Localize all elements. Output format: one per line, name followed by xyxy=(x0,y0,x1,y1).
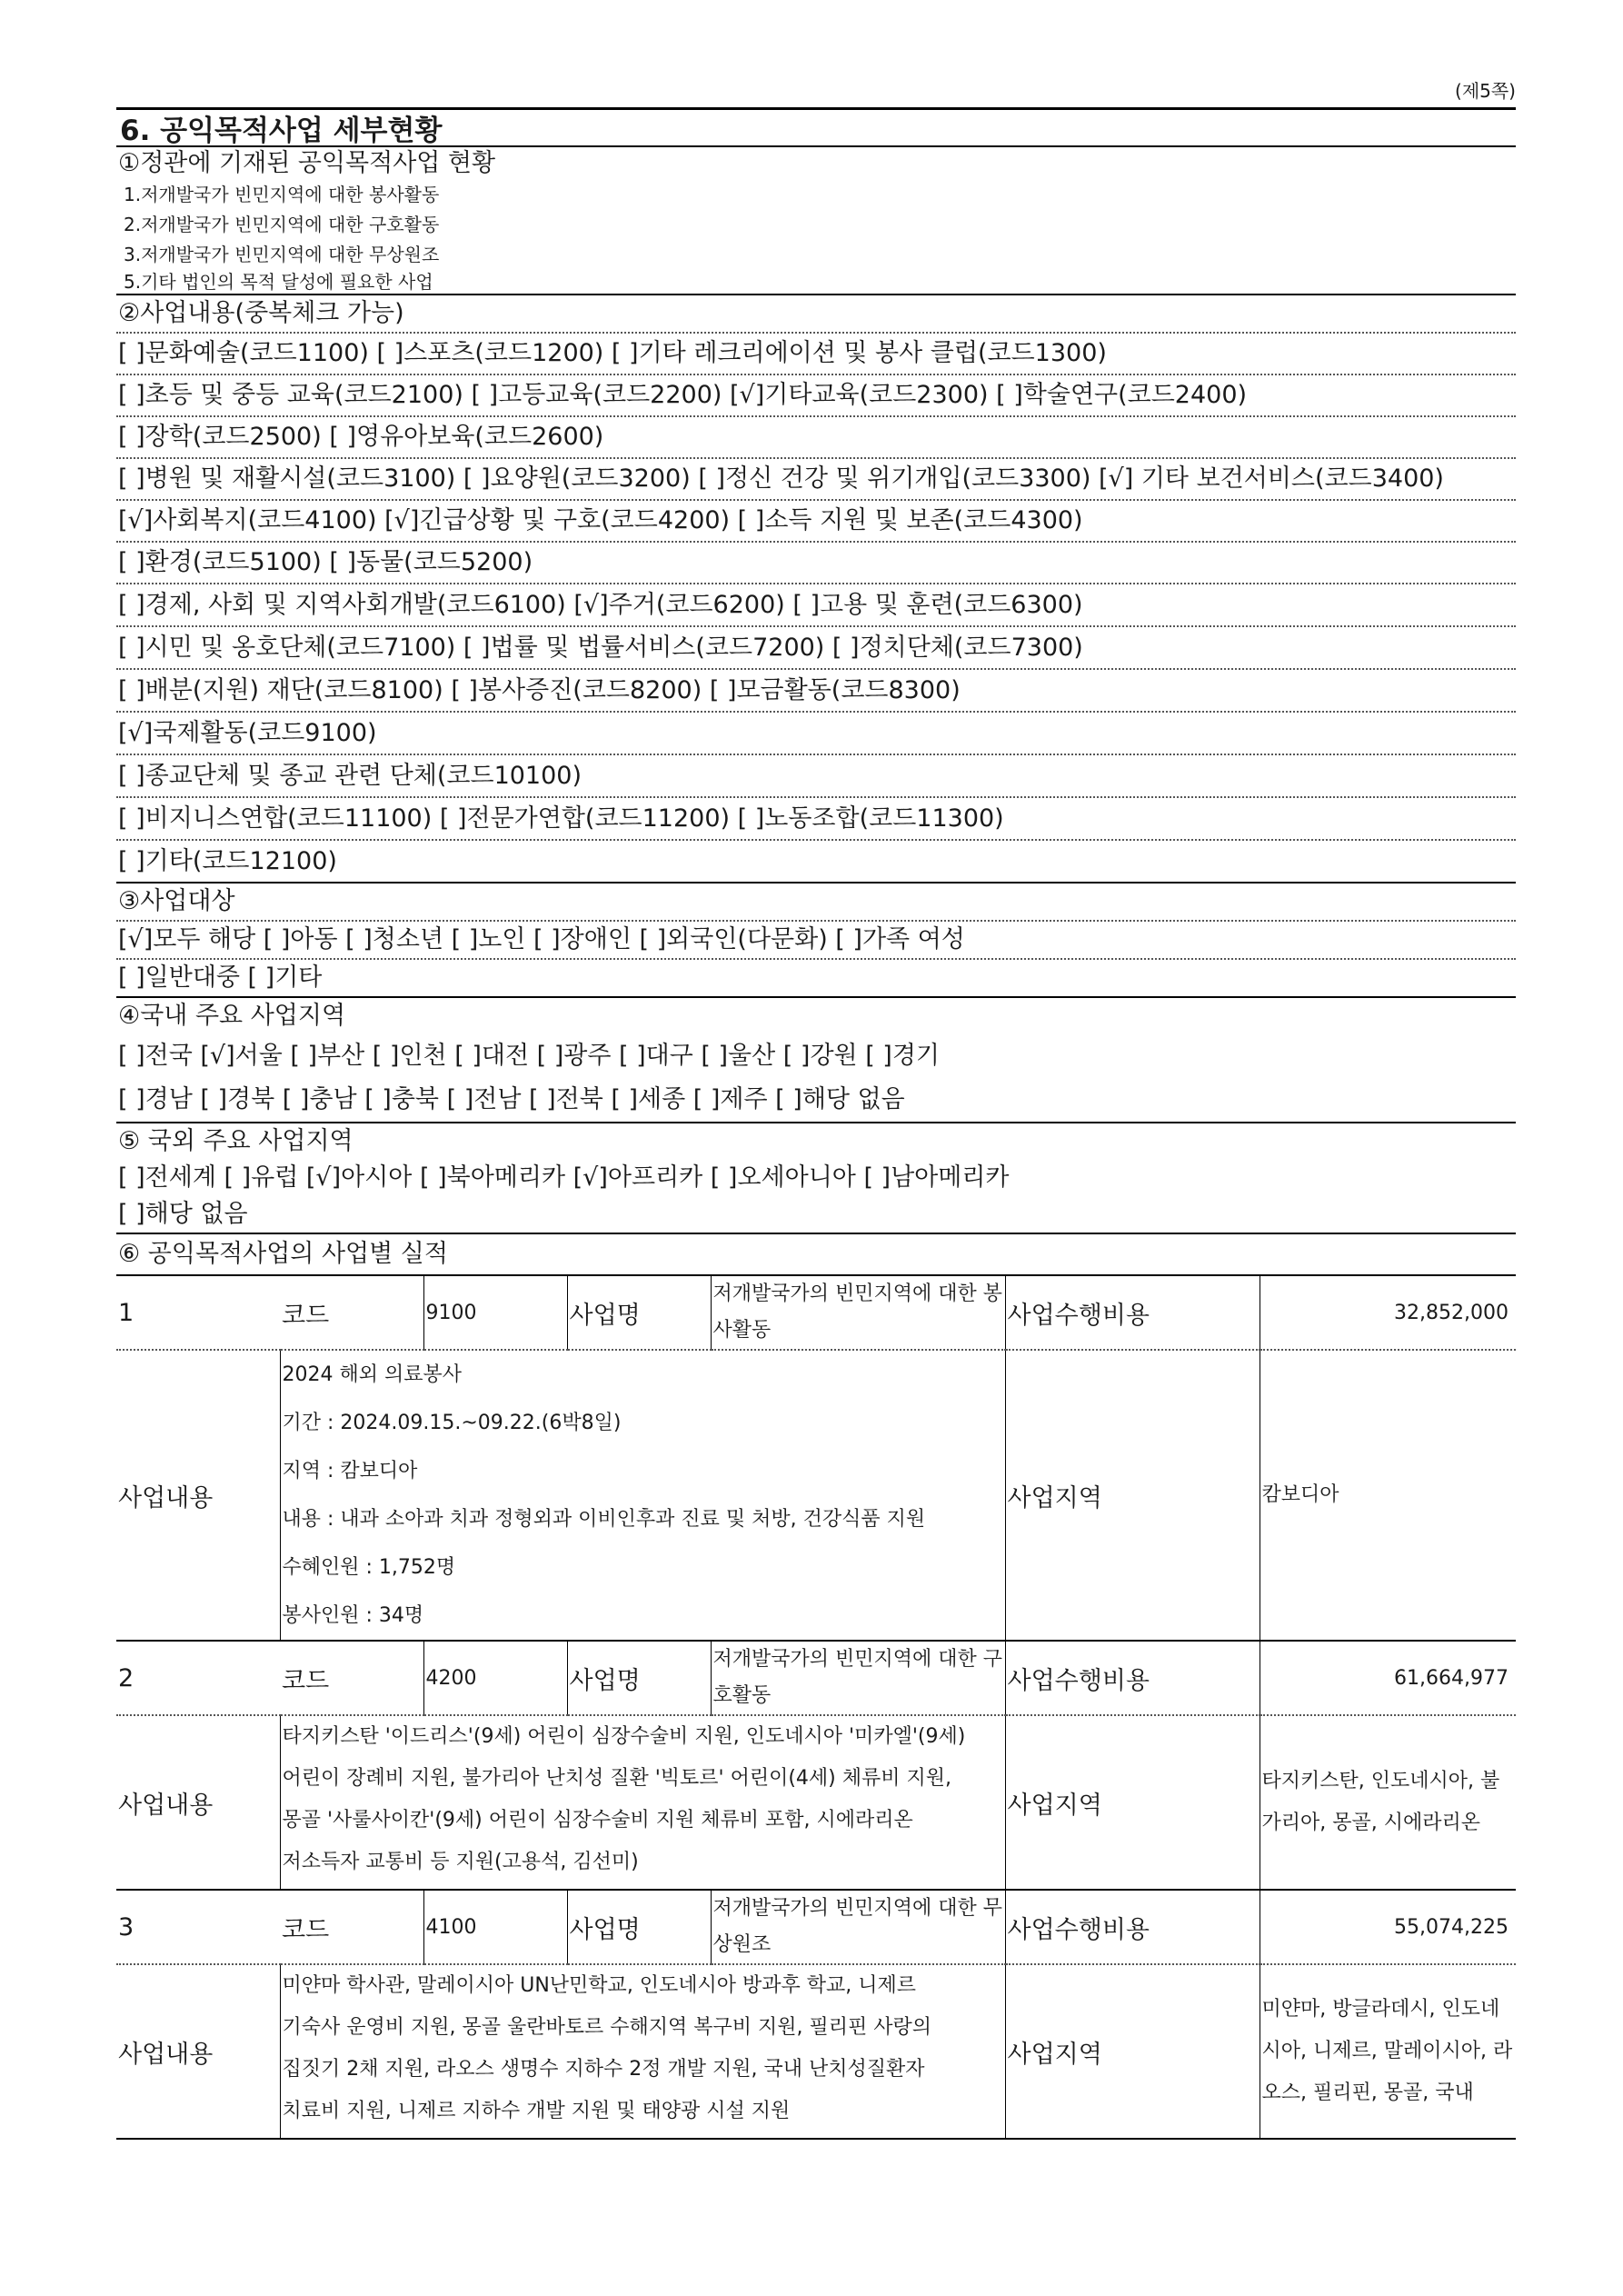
region-label: 사업지역 xyxy=(1005,1964,1260,2139)
section-1-heading: ①정관에 기재된 공익목적사업 현황 xyxy=(118,149,496,177)
content-label: 사업내용 xyxy=(116,1350,280,1641)
code-label: 코드 xyxy=(280,1641,423,1715)
section-5 xyxy=(116,1122,1516,1233)
cost-value: 32,852,000 xyxy=(1260,1275,1516,1350)
region-label: 사업지역 xyxy=(1005,1350,1260,1641)
list-item: 1.저개발국가 빈민지역에 대한 봉사활동 xyxy=(124,184,440,205)
content-line: 내용 : 내과 소아과 치과 정형외과 이비인후과 진료 및 처방, 건강식품 지원 xyxy=(282,1508,926,1531)
content-line: 수혜인원 : 1,752명 xyxy=(282,1556,456,1579)
checkbox-row: [ ]문화예술(코드1100) [ ]스포츠(코드1200) [ ]기타 레크리에이션 및 봉사 클럽(코드1300) xyxy=(116,334,1516,375)
section-2 xyxy=(116,295,1516,882)
name-label: 사업명 xyxy=(567,1641,711,1715)
checkbox-row: [ ]장학(코드2500) [ ]영유아보육(코드2600) xyxy=(116,417,1516,459)
region-label: 사업지역 xyxy=(1005,1715,1260,1890)
content-line: 집짓기 2채 지원, 라오스 생명수 지하수 2정 개발 지원, 국내 난치성질환자 xyxy=(282,2058,925,2081)
content-line: 치료비 지원, 니제르 지하수 개발 지원 및 태양광 시설 지원 xyxy=(282,2100,791,2122)
checkbox-row: [ ]종교단체 및 종교 관련 단체(코드10100) xyxy=(116,755,1516,798)
content-line: 저소득자 교통비 등 지원(고용석, 김선미) xyxy=(282,1851,639,1873)
checkbox-row: [ ]기타(코드12100) xyxy=(118,847,337,875)
cost-value: 55,074,225 xyxy=(1260,1890,1516,1964)
cost-label: 사업수행비용 xyxy=(1005,1641,1260,1715)
checkbox-row: [ ]일반대중 [ ]기타 xyxy=(118,963,323,992)
cost-value: 61,664,977 xyxy=(1260,1641,1516,1715)
name-label: 사업명 xyxy=(567,1890,711,1964)
content-label: 사업내용 xyxy=(116,1715,280,1890)
section-title: 6. 공익목적사업 세부현황 xyxy=(116,107,1516,147)
project-content xyxy=(280,1715,1005,1890)
checkbox-row: [ ]경제, 사회 및 지역사회개발(코드6100) [√]주거(코드6200) [ ]고용 및 훈련(코드6300) xyxy=(116,584,1516,627)
checkbox-row: [ ]초등 및 중등 교육(코드2100) [ ]고등교육(코드2200) [√]기타교육(코드2300) [ ]학술연구(코드2400) xyxy=(116,375,1516,417)
table-row xyxy=(116,1964,1516,2139)
project-content xyxy=(280,1964,1005,2139)
content-line: 지역 : 캄보디아 xyxy=(282,1460,418,1482)
content xyxy=(116,107,1516,2140)
checkbox-row: [ ]전세계 [ ]유럽 [√]아시아 [ ]북아메리카 [√]아프리카 [ ]오세아니아 [ ]남아메리카 xyxy=(118,1163,1010,1192)
checkbox-row: [ ]경남 [ ]경북 [ ]충남 [ ]충북 [ ]전남 [ ]전북 [ ]세종 [ ]제주 [ ]해당 없음 xyxy=(118,1085,905,1113)
checkbox-row: [ ]배분(지원) 재단(코드8100) [ ]봉사증진(코드8200) [ ]모금활동(코드8300) xyxy=(116,670,1516,713)
content-label: 사업내용 xyxy=(116,1964,280,2139)
section-4 xyxy=(116,996,1516,1122)
list-item: 5.기타 법인의 목적 달성에 필요한 사업 xyxy=(124,271,433,293)
project-name: 저개발국가의 빈민지역에 대한 봉사활동 xyxy=(711,1275,1005,1350)
project-region: 타지키스탄, 인도네시아, 불가리아, 몽골, 시에라리온 xyxy=(1261,1770,1500,1834)
checkbox-row: [ ]해당 없음 xyxy=(118,1200,248,1228)
checkbox-row: [√]사회복지(코드4100) [√]긴급상황 및 구호(코드4200) [ ]소득 지원 및 보존(코드4300) xyxy=(116,501,1516,543)
project-number: 2 xyxy=(116,1641,280,1715)
project-number: 3 xyxy=(116,1890,280,1964)
project-region: 미얀마, 방글라데시, 인도네시아, 니제르, 말레이시아, 라오스, 필리핀, 몽골, 국내 xyxy=(1260,1964,1516,2139)
checkbox-row: [ ]환경(코드5100) [ ]동물(코드5200) xyxy=(116,543,1516,584)
checkbox-row: [√]모두 해당 [ ]아동 [ ]청소년 [ ]노인 [ ]장애인 [ ]외국인(다문화) [ ]가족 여성 xyxy=(116,922,1516,960)
content-line: 봉사인원 : 34명 xyxy=(282,1604,424,1627)
table-row xyxy=(116,1641,1516,1715)
content-line: 몽골 '사룰사이칸'(9세) 어린이 심장수술비 지원 체류비 포함, 시에라리온 xyxy=(282,1809,913,1832)
content-line: 기간 : 2024.09.15.~09.22.(6박8일) xyxy=(282,1412,622,1434)
project-name: 저개발국가의 빈민지역에 대한 무상원조 xyxy=(711,1890,1005,1964)
section-1 xyxy=(116,147,1516,295)
project-number: 1 xyxy=(116,1275,280,1350)
code-value: 9100 xyxy=(423,1275,567,1350)
table-row xyxy=(116,1275,1516,1350)
code-value: 4200 xyxy=(423,1641,567,1715)
page-number: (제5쪽) xyxy=(1455,80,1516,102)
content-line: 2024 해외 의료봉사 xyxy=(282,1363,462,1386)
table-row xyxy=(116,1715,1516,1890)
code-label: 코드 xyxy=(280,1890,423,1964)
content-line: 기숙사 운영비 지원, 몽골 울란바토르 수해지역 복구비 지원, 필리핀 사랑의 xyxy=(282,2016,931,2039)
checkbox-row: [ ]병원 및 재활시설(코드3100) [ ]요양원(코드3200) [ ]정신 건강 및 위기개입(코드3300) [√] 기타 보건서비스(코드3400) xyxy=(116,459,1516,501)
checkbox-row: [√]국제활동(코드9100) xyxy=(116,713,1516,755)
name-label: 사업명 xyxy=(567,1275,711,1350)
checkbox-row: [ ]비지니스연합(코드11100) [ ]전문가연합(코드11200) [ ]노동조합(코드11300) xyxy=(116,798,1516,841)
list-item: 2.저개발국가 빈민지역에 대한 구호활동 xyxy=(124,214,440,235)
content-line: 어린이 장례비 지원, 불가리아 난치성 질환 '빅토르' 어린이(4세) 체류비 지원, xyxy=(282,1767,951,1790)
section-3-heading: ③사업대상 xyxy=(116,883,1516,922)
section-3 xyxy=(116,882,1516,996)
project-region: 캄보디아 xyxy=(1261,1483,1339,1506)
list-item: 3.저개발국가 빈민지역에 대한 무상원조 xyxy=(124,244,440,265)
section-6 xyxy=(116,1233,1516,2140)
project-content xyxy=(280,1350,1005,1641)
section-6-heading: ⑥ 공익목적사업의 사업별 실적 xyxy=(118,1240,448,1268)
code-label: 코드 xyxy=(280,1275,423,1350)
section-5-heading: ⑤ 국외 주요 사업지역 xyxy=(118,1127,353,1155)
table-row xyxy=(116,1350,1516,1641)
content-line: 타지키스탄 '이드리스'(9세) 어린이 심장수술비 지원, 인도네시아 '미카엘'(9세) xyxy=(282,1725,966,1748)
cost-label: 사업수행비용 xyxy=(1005,1890,1260,1964)
performance-table xyxy=(116,1274,1516,2140)
project-name: 저개발국가의 빈민지역에 대한 구호활동 xyxy=(711,1641,1005,1715)
content-line: 미얀마 학사관, 말레이시아 UN난민학교, 인도네시아 방과후 학교, 니제르 xyxy=(282,1974,917,1997)
code-value: 4100 xyxy=(423,1890,567,1964)
table-row xyxy=(116,1890,1516,1964)
checkbox-row: [ ]시민 및 옹호단체(코드7100) [ ]법률 및 법률서비스(코드7200) [ ]정치단체(코드7300) xyxy=(116,627,1516,670)
checkbox-row: [ ]전국 [√]서울 [ ]부산 [ ]인천 [ ]대전 [ ]광주 [ ]대구 [ ]울산 [ ]강원 [ ]경기 xyxy=(118,1042,941,1070)
section-4-heading: ④국내 주요 사업지역 xyxy=(118,1002,346,1030)
section-2-heading: ②사업내용(중복체크 가능) xyxy=(116,295,1516,334)
cost-label: 사업수행비용 xyxy=(1005,1275,1260,1350)
